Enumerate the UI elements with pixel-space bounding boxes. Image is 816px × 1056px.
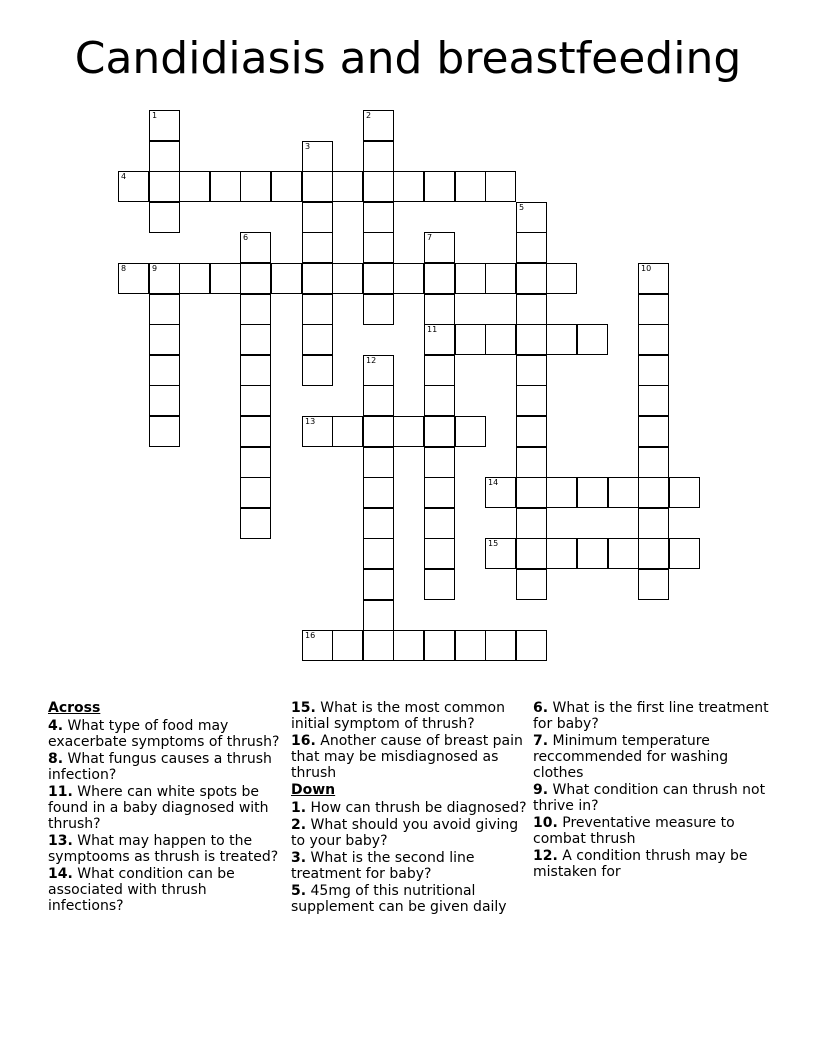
grid-cell[interactable] xyxy=(240,385,271,416)
grid-cell[interactable] xyxy=(363,141,394,172)
grid-cell[interactable] xyxy=(516,202,547,233)
grid-cell[interactable] xyxy=(302,324,333,355)
grid-cell[interactable] xyxy=(516,508,547,539)
grid-cell[interactable] xyxy=(332,630,363,661)
grid-cell[interactable] xyxy=(363,600,394,631)
clue-number: 2 xyxy=(366,111,372,120)
down-clue: 1. How can thrush be diagnosed? xyxy=(291,800,527,816)
grid-cell[interactable] xyxy=(302,416,333,447)
grid-cell[interactable] xyxy=(424,508,455,539)
clue-number: 9 xyxy=(152,264,158,273)
grid-cell[interactable] xyxy=(638,508,669,539)
clue-number: 14 xyxy=(488,478,499,487)
grid-cell[interactable] xyxy=(149,171,180,202)
grid-cell[interactable] xyxy=(363,294,394,325)
down-clue: 6. What is the first line treatment for baby? xyxy=(533,700,769,732)
grid-cell[interactable] xyxy=(638,477,669,508)
grid-cell[interactable] xyxy=(455,324,486,355)
grid-cell[interactable] xyxy=(302,202,333,233)
clue-number: 12 xyxy=(366,356,377,365)
grid-cell[interactable] xyxy=(638,324,669,355)
grid-cell[interactable] xyxy=(302,263,333,294)
across-clue: 14. What condition can be associated with thrush infections? xyxy=(48,866,235,914)
grid-cell[interactable] xyxy=(149,324,180,355)
grid-cell[interactable] xyxy=(638,538,669,569)
grid-cell[interactable] xyxy=(516,630,547,661)
grid-cell[interactable] xyxy=(332,263,363,294)
grid-cell[interactable] xyxy=(485,538,516,569)
across-clue: 11. Where can white spots be found in a baby diagnosed with thrush? xyxy=(48,784,269,832)
grid-cell[interactable] xyxy=(424,294,455,325)
grid-cell[interactable] xyxy=(240,355,271,386)
grid-cell[interactable] xyxy=(424,355,455,386)
clue-number: 16 xyxy=(305,631,316,640)
grid-cell[interactable] xyxy=(363,416,394,447)
grid-cell[interactable] xyxy=(302,294,333,325)
grid-cell[interactable] xyxy=(240,477,271,508)
across-clue: 4. What type of food may exacerbate symptoms of thrush? xyxy=(48,718,280,750)
grid-cell[interactable] xyxy=(577,477,608,508)
grid-cell[interactable] xyxy=(516,294,547,325)
grid-cell[interactable] xyxy=(516,232,547,263)
grid-cell[interactable] xyxy=(455,630,486,661)
grid-cell[interactable] xyxy=(149,416,180,447)
grid-cell[interactable] xyxy=(455,171,486,202)
clues-column-2 xyxy=(291,700,527,916)
grid-cell[interactable] xyxy=(271,171,302,202)
grid-cell[interactable] xyxy=(546,538,577,569)
grid-cell[interactable] xyxy=(393,416,424,447)
grid-cell[interactable] xyxy=(149,355,180,386)
grid-cell[interactable] xyxy=(485,477,516,508)
grid-cell[interactable] xyxy=(240,263,271,294)
grid-cell[interactable] xyxy=(393,171,424,202)
grid-cell[interactable] xyxy=(669,538,700,569)
page-title: Candidiasis and breastfeeding xyxy=(74,33,742,84)
grid-cell[interactable] xyxy=(424,385,455,416)
grid-cell[interactable] xyxy=(455,416,486,447)
grid-cell[interactable] xyxy=(363,355,394,386)
grid-cell[interactable] xyxy=(363,232,394,263)
grid-cell[interactable] xyxy=(240,324,271,355)
grid-cell[interactable] xyxy=(424,263,455,294)
grid-cell[interactable] xyxy=(240,171,271,202)
clue-number: 13 xyxy=(305,417,316,426)
clue-number: 15 xyxy=(488,539,499,548)
grid-cell[interactable] xyxy=(149,141,180,172)
grid-cell[interactable] xyxy=(363,538,394,569)
clue-number: 11 xyxy=(427,325,438,334)
grid-cell[interactable] xyxy=(424,447,455,478)
grid-cell[interactable] xyxy=(240,508,271,539)
grid-cell[interactable] xyxy=(302,232,333,263)
grid-cell[interactable] xyxy=(149,110,180,141)
grid-cell[interactable] xyxy=(210,171,241,202)
grid-cell[interactable] xyxy=(363,569,394,600)
grid-cell[interactable] xyxy=(363,477,394,508)
grid-cell[interactable] xyxy=(363,171,394,202)
grid-cell[interactable] xyxy=(210,263,241,294)
clue-number: 6 xyxy=(243,233,249,242)
grid-cell[interactable] xyxy=(118,263,149,294)
grid-cell[interactable] xyxy=(638,355,669,386)
grid-cell[interactable] xyxy=(118,171,149,202)
grid-cell[interactable] xyxy=(424,477,455,508)
down-clue: 2. What should you avoid giving to your baby? xyxy=(291,817,519,849)
grid-cell[interactable] xyxy=(424,630,455,661)
grid-cell[interactable] xyxy=(455,263,486,294)
grid-cell[interactable] xyxy=(546,263,577,294)
clue-number: 5 xyxy=(519,203,525,212)
grid-cell[interactable] xyxy=(363,508,394,539)
grid-cell[interactable] xyxy=(546,324,577,355)
grid-cell[interactable] xyxy=(149,385,180,416)
clue-number: 8 xyxy=(121,264,127,273)
grid-cell[interactable] xyxy=(149,294,180,325)
down-clue: 3. What is the second line treatment for baby? xyxy=(291,850,475,882)
grid-cell[interactable] xyxy=(638,385,669,416)
down-clue: 10. Preventative measure to combat thrush xyxy=(533,815,735,847)
grid-cell[interactable] xyxy=(363,202,394,233)
grid-cell[interactable] xyxy=(608,538,639,569)
grid-cell[interactable] xyxy=(149,202,180,233)
grid-cell[interactable] xyxy=(516,324,547,355)
grid-cell[interactable] xyxy=(302,141,333,172)
grid-cell[interactable] xyxy=(608,477,639,508)
across-clue: 8. What fungus causes a thrush infection? xyxy=(48,751,272,783)
grid-cell[interactable] xyxy=(363,447,394,478)
grid-cell[interactable] xyxy=(424,171,455,202)
grid-cell[interactable] xyxy=(638,447,669,478)
grid-cell[interactable] xyxy=(393,263,424,294)
grid-cell[interactable] xyxy=(516,569,547,600)
clue-number: 4 xyxy=(121,172,127,181)
grid-cell[interactable] xyxy=(363,630,394,661)
grid-cell[interactable] xyxy=(424,538,455,569)
grid-cell[interactable] xyxy=(577,324,608,355)
grid-cell[interactable] xyxy=(302,630,333,661)
grid-cell[interactable] xyxy=(179,171,210,202)
grid-cell[interactable] xyxy=(669,477,700,508)
clues-column-3 xyxy=(533,700,769,881)
grid-cell[interactable] xyxy=(363,385,394,416)
grid-cell[interactable] xyxy=(546,477,577,508)
clue-number: 7 xyxy=(427,233,433,242)
grid-cell[interactable] xyxy=(363,110,394,141)
grid-cell[interactable] xyxy=(424,232,455,263)
grid-cell[interactable] xyxy=(271,263,302,294)
down-clue: 5. 45mg of this nutritional supplement can be given daily xyxy=(291,883,507,915)
grid-cell[interactable] xyxy=(393,630,424,661)
grid-cell[interactable] xyxy=(516,477,547,508)
clue-number: 1 xyxy=(152,111,158,120)
grid-cell[interactable] xyxy=(638,294,669,325)
grid-cell[interactable] xyxy=(485,630,516,661)
down-clue: 9. What condition can thrush not thrive in? xyxy=(533,782,766,814)
grid-cell[interactable] xyxy=(240,416,271,447)
grid-cell[interactable] xyxy=(485,324,516,355)
across-clue: 13. What may happen to the symptooms as thrush is treated? xyxy=(48,833,279,865)
grid-cell[interactable] xyxy=(485,263,516,294)
grid-cell[interactable] xyxy=(516,355,547,386)
grid-cell[interactable] xyxy=(302,355,333,386)
down-clue: 7. Minimum temperature reccommended for washing clothes xyxy=(533,733,729,781)
grid-cell[interactable] xyxy=(516,385,547,416)
clue-number: 3 xyxy=(305,142,311,151)
down-clue: 12. A condition thrush may be mistaken for xyxy=(533,848,748,880)
grid-cell[interactable] xyxy=(577,538,608,569)
grid-cell[interactable] xyxy=(638,416,669,447)
grid-cell[interactable] xyxy=(240,447,271,478)
grid-cell[interactable] xyxy=(516,447,547,478)
grid-cell[interactable] xyxy=(516,538,547,569)
down-heading: Down xyxy=(291,782,336,798)
grid-cell[interactable] xyxy=(149,263,180,294)
grid-cell[interactable] xyxy=(424,569,455,600)
grid-cell[interactable] xyxy=(424,416,455,447)
grid-cell[interactable] xyxy=(638,569,669,600)
clues-column-1 xyxy=(48,700,284,915)
grid-cell[interactable] xyxy=(332,416,363,447)
grid-cell[interactable] xyxy=(485,171,516,202)
across-clue: 16. Another cause of breast pain that may be misdiagnosed as thrush xyxy=(291,733,523,781)
clue-number: 10 xyxy=(641,264,652,273)
grid-cell[interactable] xyxy=(638,263,669,294)
grid-cell[interactable] xyxy=(179,263,210,294)
grid-cell[interactable] xyxy=(240,294,271,325)
grid-cell[interactable] xyxy=(424,324,455,355)
grid-cell[interactable] xyxy=(332,171,363,202)
grid-cell[interactable] xyxy=(363,263,394,294)
across-heading: Across xyxy=(48,700,101,716)
across-clue: 15. What is the most common initial symptom of thrush? xyxy=(291,700,505,732)
grid-cell[interactable] xyxy=(516,416,547,447)
grid-cell[interactable] xyxy=(302,171,333,202)
grid-cell[interactable] xyxy=(240,232,271,263)
grid-cell[interactable] xyxy=(516,263,547,294)
